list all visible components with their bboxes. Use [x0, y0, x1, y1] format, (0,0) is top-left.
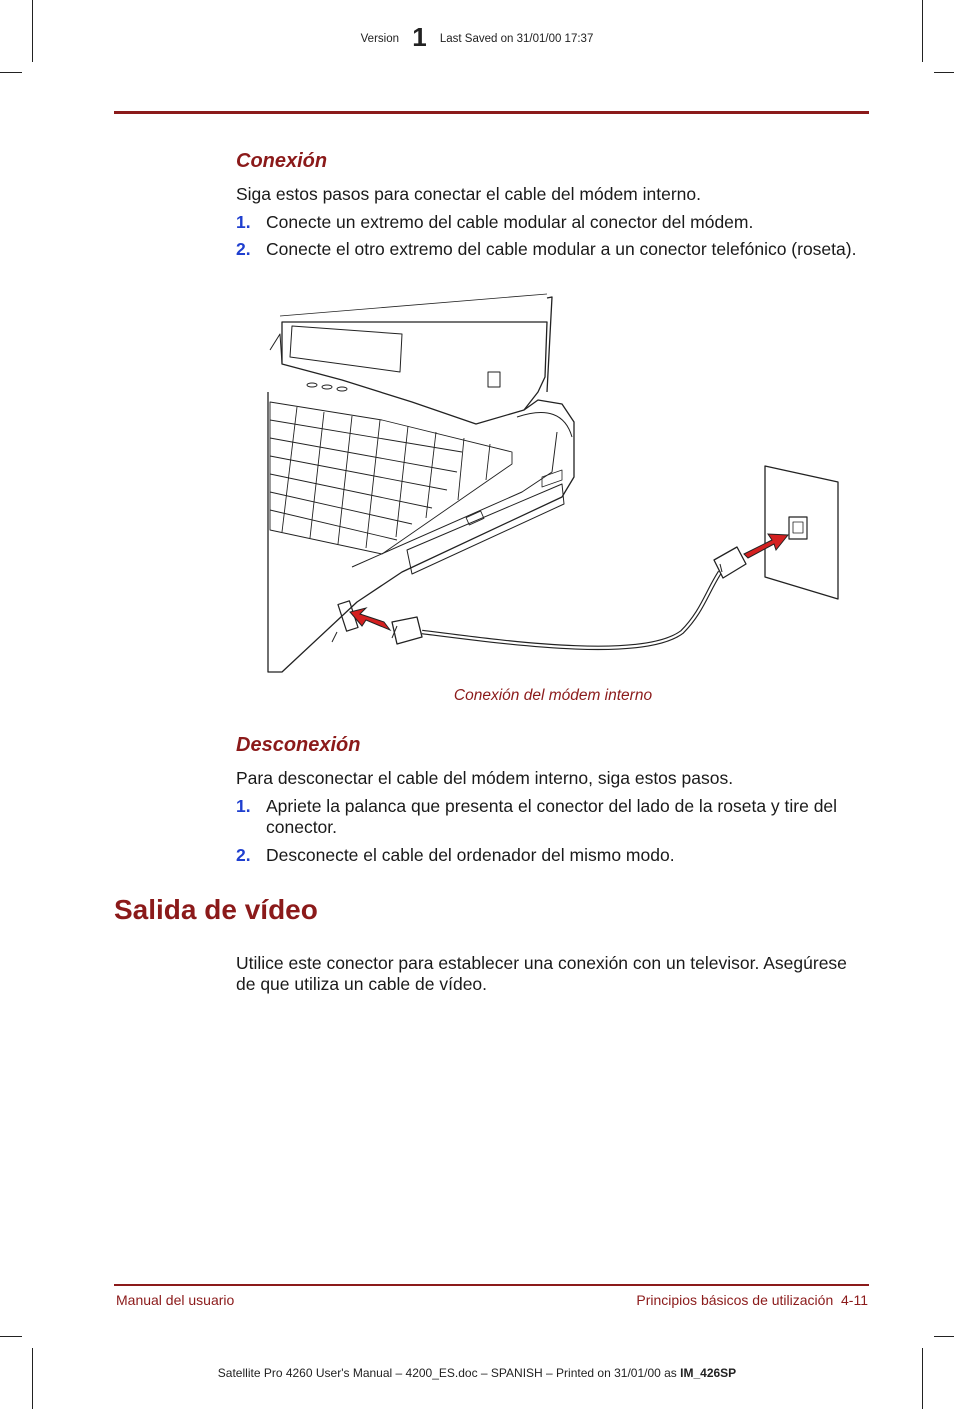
- step-text: Desconecte el cable del ordenador del mismo modo.: [266, 845, 675, 865]
- lid-latch: [488, 372, 500, 387]
- step-text: Apriete la palanca que presenta el conector del lado de la roseta y tire del conector.: [266, 796, 838, 837]
- step-text: Conecte el otro extremo del cable modular a un conector telefónico (roseta).: [266, 239, 857, 259]
- optical-drive: [407, 484, 564, 574]
- print-code: IM_426SP: [680, 1366, 737, 1380]
- crop-mark: [0, 72, 22, 73]
- rj11-plug-laptop: [392, 617, 422, 644]
- header-rule: [114, 111, 869, 114]
- status-led: [337, 387, 347, 391]
- version-label: Version: [360, 33, 399, 45]
- version-number: 1: [412, 22, 427, 52]
- step-number: 2.: [236, 845, 251, 865]
- wall-jack: [789, 517, 807, 539]
- footer-left: Manual del usuario: [116, 1292, 235, 1308]
- disconnection-step-2: [236, 845, 868, 866]
- laptop-lid: [282, 322, 547, 424]
- crop-mark: [934, 72, 954, 73]
- step-text: Conecte un extremo del cable modular al conector del módem.: [266, 212, 754, 232]
- laptop-base: [268, 392, 574, 672]
- last-saved: Last Saved on 31/01/00 17:37: [439, 33, 594, 45]
- lid-panel: [290, 326, 402, 372]
- crop-mark: [0, 1336, 22, 1337]
- wall-plate: [765, 466, 838, 599]
- print-line: [0, 1366, 954, 1380]
- insert-arrow-laptop: [350, 608, 390, 630]
- figure-caption: Conexión del módem interno: [453, 687, 653, 704]
- connection-step-1: [236, 212, 868, 233]
- connection-intro: Siga estos pasos para conectar el cable del módem interno.: [236, 184, 701, 204]
- status-led: [307, 383, 317, 387]
- print-info: Satellite Pro 4260 User's Manual – 4200_ES.doc – SPANISH – Printed on 31/01/00 as: [217, 1366, 677, 1380]
- laptop-keyboard: [270, 402, 512, 554]
- crop-mark: [934, 1336, 954, 1337]
- modem-connection-illustration: [262, 292, 842, 684]
- footer-right: Principios básicos de utilización 4-11: [636, 1292, 868, 1308]
- disconnection-step-1: [236, 796, 868, 838]
- step-number: 1.: [236, 212, 251, 232]
- step-number: 2.: [236, 239, 251, 259]
- disconnection-intro: Para desconectar el cable del módem interno, siga estos pasos.: [236, 768, 734, 788]
- footer-rule: [114, 1284, 869, 1286]
- disconnection-heading: Desconexión: [236, 734, 361, 756]
- video-heading: Salida de vídeo: [114, 894, 318, 925]
- insert-arrow-wall: [744, 534, 788, 558]
- video-text: Utilice este conector para establecer una conexión con un televisor. Asegúrese de que utiliza un cable de vídeo.: [236, 953, 847, 994]
- document-header: [0, 22, 954, 53]
- status-led: [322, 385, 332, 389]
- connection-heading: Conexión: [236, 150, 328, 172]
- connection-step-2: [236, 239, 868, 260]
- laptop-lid-edge: [547, 297, 552, 392]
- step-number: 1.: [236, 796, 251, 816]
